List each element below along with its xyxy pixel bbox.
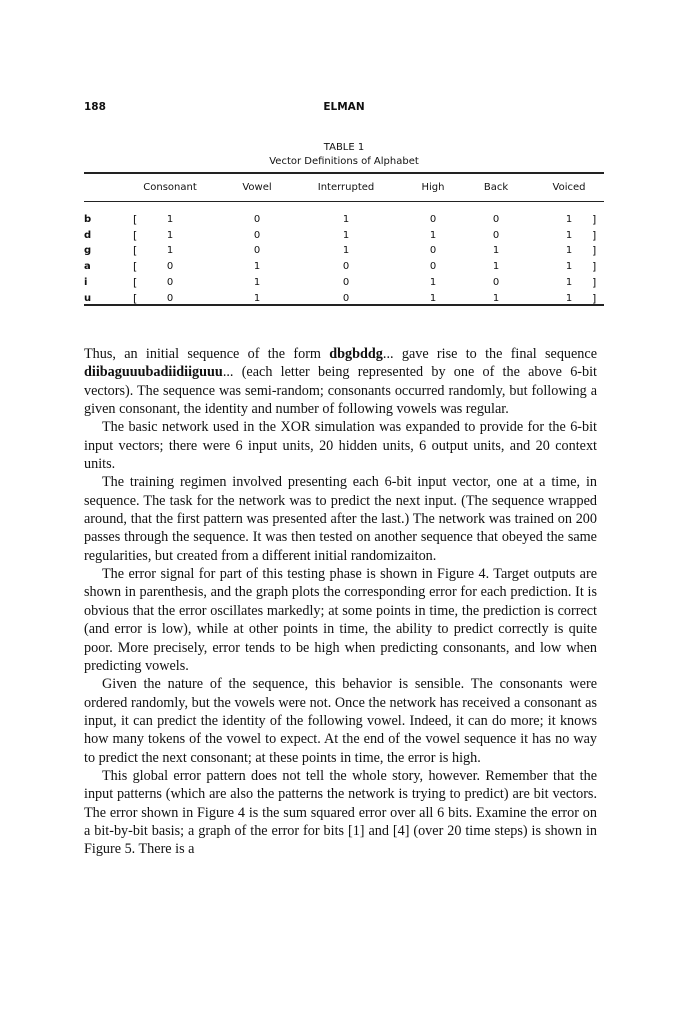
- table-cell: 0: [342, 276, 350, 288]
- column-header: High: [421, 182, 445, 193]
- bold-sequence: diibaguuubadiidiiguuu: [84, 364, 223, 381]
- table-cell: 1: [166, 214, 174, 225]
- paragraph-text: This global error pattern does not tell the whole story, however. Remember that the input patterns (which are also the patterns the network is trying to predict) are bit vectors. The error shown in Figure 4 is the sum squared error over all 6 bits. Examine the error on a bit-by-bit basis; a graph of the error for bits [1] and [4] (over 20 time steps) is shown in Figure 5. There is a: [84, 767, 597, 858]
- body-paragraph: [84, 675, 597, 767]
- bold-sequence: dbgbddg: [329, 346, 383, 362]
- table-cell: 0: [429, 214, 437, 225]
- page-number: 188: [84, 101, 106, 113]
- table-cell: 1: [565, 261, 573, 273]
- table-row: [84, 277, 604, 291]
- table-cell: 1: [166, 245, 174, 257]
- row-letter: b: [84, 214, 92, 225]
- body-paragraph: [84, 767, 597, 859]
- body-paragraph: [84, 565, 597, 675]
- row-letter: a: [84, 261, 91, 273]
- table-cell: 1: [492, 245, 500, 257]
- table-caption-block: [84, 141, 604, 169]
- table-cell: 1: [565, 276, 573, 288]
- body-text: [84, 345, 597, 859]
- column-header: Voiced: [552, 182, 586, 193]
- open-bracket: [: [133, 275, 138, 289]
- table-cell: 1: [565, 229, 573, 241]
- table-cell: 0: [253, 214, 261, 225]
- table-cell: 0: [253, 245, 261, 257]
- table-cell: 0: [429, 245, 437, 257]
- table-cell: 0: [429, 261, 437, 273]
- close-bracket: ]: [592, 260, 597, 274]
- table-cell: 0: [253, 229, 261, 241]
- table-cell: 1: [492, 261, 500, 273]
- paragraph-text: The error signal for part of this testing phase is shown in Figure 4. Target outputs are shown in parenthesis, and the graph plots the corresponding error for each prediction. It is obvious that the error oscillates markedly; at some points in time, the prediction is correct (and error is low), while at other points in time, the ability to predict correctly is quite poor. More precisely, error tends to be high when predicting consonants, and low when predicting vowels.: [84, 566, 597, 674]
- row-letter: g: [84, 245, 92, 257]
- close-bracket: ]: [592, 291, 597, 305]
- table-cell: 1: [429, 292, 437, 304]
- open-bracket: [: [133, 291, 138, 305]
- table-cell: 1: [565, 214, 573, 225]
- close-bracket: ]: [592, 244, 597, 258]
- table-cell: 1: [429, 229, 437, 241]
- row-letter: u: [84, 292, 92, 304]
- table-cell: 1: [342, 229, 350, 241]
- table-cell: 1: [253, 292, 261, 304]
- open-bracket: [: [133, 260, 138, 274]
- table-row: [84, 293, 604, 307]
- table-cell: 0: [492, 214, 500, 225]
- table-cell: 1: [342, 245, 350, 257]
- table-cell: 0: [166, 292, 174, 304]
- vector-definitions-table: [84, 174, 604, 304]
- table-cell: 1: [166, 229, 174, 241]
- table-cell: 0: [492, 276, 500, 288]
- column-header: Back: [483, 182, 509, 193]
- body-paragraph: [84, 473, 597, 565]
- table-row: [84, 261, 604, 275]
- table-cell: 1: [253, 276, 261, 288]
- paragraph-text: The basic network used in the XOR simulation was expanded to provide for the 6-bit input vectors; there were 6 input units, 20 hidden units, 6 output units, and 20 context units.: [84, 419, 597, 473]
- table-caption: Vector Definitions of Alphabet: [269, 156, 419, 167]
- open-bracket: [: [133, 213, 138, 226]
- column-header: Vowel: [242, 182, 272, 193]
- row-letter: d: [84, 229, 92, 241]
- table-cell: 1: [565, 292, 573, 304]
- close-bracket: ]: [592, 213, 597, 226]
- row-letter: i: [84, 276, 88, 288]
- body-paragraph: [84, 418, 597, 473]
- table-row: [84, 245, 604, 259]
- column-header: Interrupted: [317, 182, 375, 193]
- column-header: Consonant: [143, 182, 197, 193]
- paragraph-text: ... (each letter being represented by one of the above 6-bit vectors). The sequence was semi-random; consonants occurred randomly, but following a given consonant, the identity and number of following vowels was regular.: [84, 364, 597, 418]
- close-bracket: ]: [592, 275, 597, 289]
- paragraph-text: The training regimen involved presenting each 6-bit input vector, one at a time, in sequence. The task for the network was to predict the next input. (The sequence wrapped around, that the first pattern was presented after the last.) The network was trained on 200 passes through the sequence. It was then tested on another sequence that obeyed the same regularities, but created from a different initial randomizaiton.: [84, 474, 597, 564]
- table-row: [84, 230, 604, 244]
- open-bracket: [: [133, 228, 138, 242]
- running-head: [84, 101, 604, 117]
- close-bracket: ]: [592, 228, 597, 242]
- table-label: TABLE 1: [323, 142, 365, 153]
- body-paragraph: [84, 345, 597, 418]
- table-row: [84, 214, 604, 228]
- table-cell: 1: [492, 292, 500, 304]
- paragraph-text: Thus, an initial sequence of the form: [84, 346, 330, 362]
- table-cell: 1: [565, 245, 573, 257]
- table-cell: 1: [429, 276, 437, 288]
- paragraph-text: Given the nature of the sequence, this behavior is sensible. The consonants were ordered randomly, but the vowels were not. Once the network has received a consonant as input, it can predict the identity of the following vowel. Indeed, it can do more; it knows how many tokens of the vowel to expect. At the end of the vowel sequence it has no way to predict the next consonant; at these points in time, the error is high.: [84, 676, 597, 766]
- table-cell: 0: [166, 276, 174, 288]
- table-cell: 1: [253, 261, 261, 273]
- paragraph-text: ... gave rise to the final sequence: [382, 346, 597, 362]
- open-bracket: [: [133, 244, 138, 258]
- running-title: ELMAN: [323, 101, 365, 113]
- table-cell: 0: [342, 261, 350, 273]
- table-cell: 0: [342, 292, 350, 304]
- table-cell: 0: [492, 229, 500, 241]
- table-cell: 0: [166, 261, 174, 273]
- table-cell: 1: [342, 214, 350, 225]
